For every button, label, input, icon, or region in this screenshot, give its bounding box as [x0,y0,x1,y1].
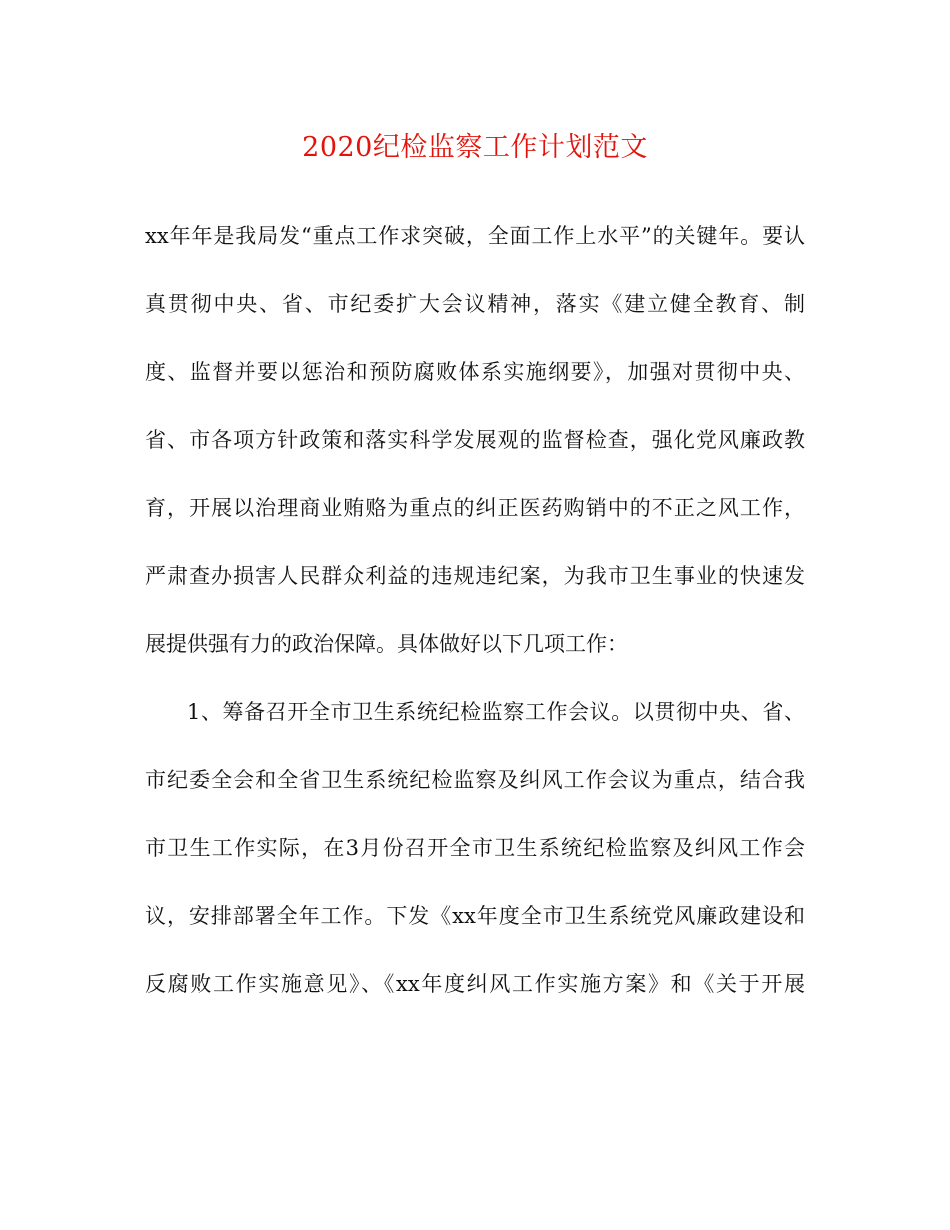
body-line: 度、监督并要以惩治和预防腐败体系实施纲要》，加强对贯彻中央、 [145,360,805,384]
body-line: 市卫生工作实际，在3月份召开全市卫生系统纪检监察及纠风工作会 [145,836,805,860]
body-line: 议，安排部署全年工作。下发《xx年度全市卫生系统党风廉政建设和 [145,904,805,928]
body-line: xx年年是我局发“重点工作求突破，全面工作上水平”的关键年。要认 [145,224,805,248]
body-line: 展提供强有力的政治保障。具体做好以下几项工作： [145,632,628,656]
body-line: 省、市各项方针政策和落实科学发展观的监督检查，强化党风廉政教 [145,428,805,452]
body-line: 严肃查办损害人民群众利益的违规违纪案，为我市卫生事业的快速发 [145,564,805,588]
body-line: 育，开展以治理商业贿赂为重点的纠正医药购销中的不正之风工作， [145,496,805,520]
body-line: 真贯彻中央、省、市纪委扩大会议精神，落实《建立健全教育、制 [145,292,805,316]
body-line: 反腐败工作实施意见》、《xx年度纠风工作实施方案》和《关于开展 [145,972,805,996]
document-title: 2020纪检监察工作计划范文 [302,132,648,163]
body-line: 市纪委全会和全省卫生系统纪检监察及纠风工作会议为重点，结合我 [145,768,805,792]
body-line: 1、筹备召开全市卫生系统纪检监察工作会议。以贯彻中央、省、 [187,700,805,724]
